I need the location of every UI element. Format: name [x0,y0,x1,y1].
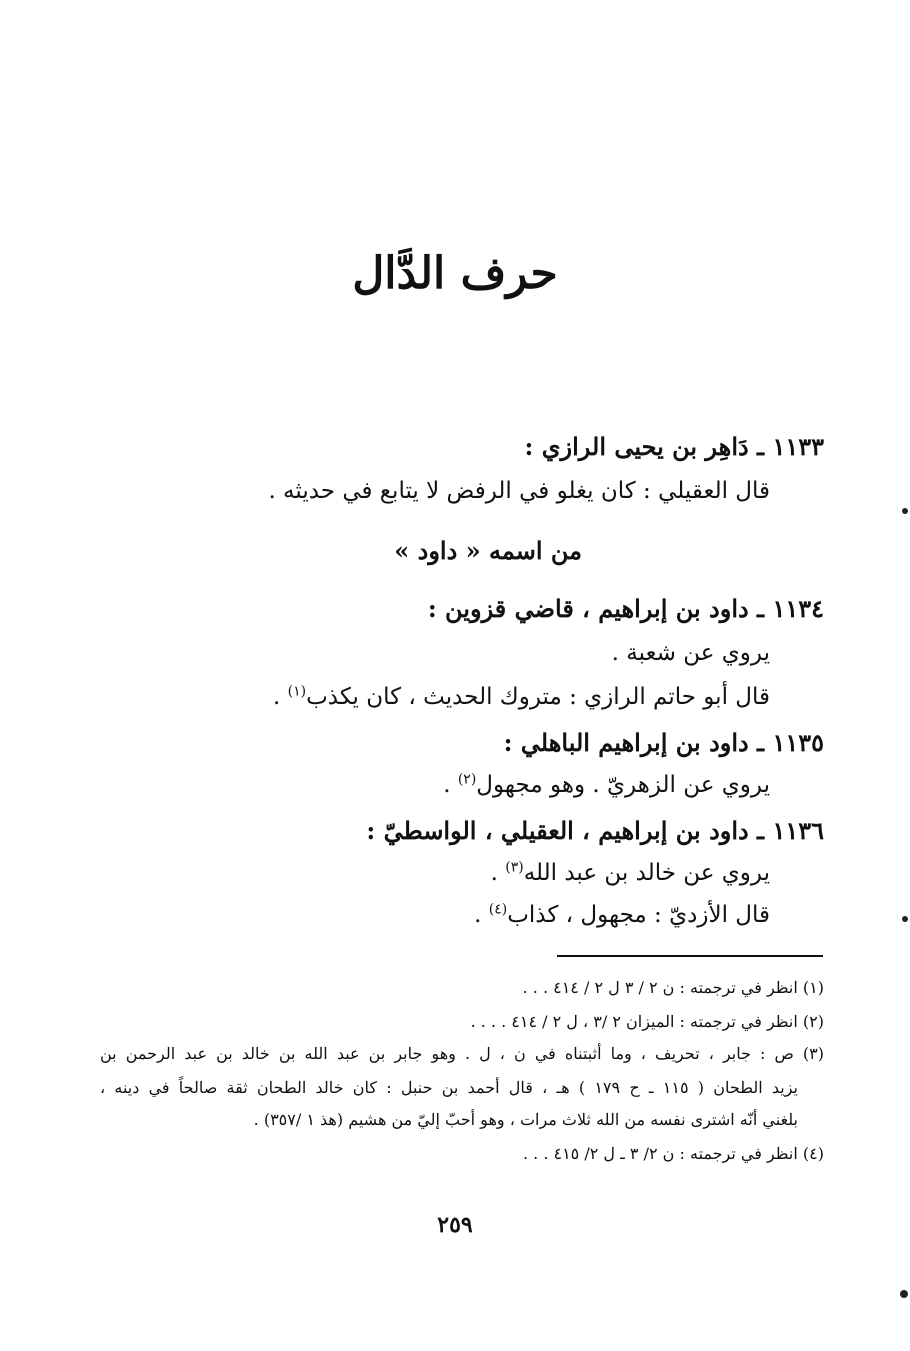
scan-speck [902,508,908,514]
entry-1136-line-2-text: قال الأزديّ : مجهول ، كذاب [507,902,770,928]
scan-speck [900,1290,908,1298]
entry-1135-line-1 [443,772,770,798]
entry-1135-heading: ١١٣٥ ـ داود بن إبراهيم الباهلي : [503,728,824,757]
entry-1136-line-1 [491,860,770,886]
entry-1136-line-2 [474,902,770,928]
entry-1134-heading: ١١٣٤ ـ داود بن إبراهيم ، قاضي قزوين : [427,594,824,623]
footnote-3-line-1: (٣) ص : جابر ، تحريف ، وما أثبتناه في ن ، ل . وهو جابر بن عبد الله بن خالد بن عبد الرحمن بن [100,1044,824,1063]
footnote-ref-2: (٢) [457,771,477,788]
entry-1136-line-1-text: يروي عن خالد بن عبد الله [523,860,770,886]
entry-1136-heading: ١١٣٦ ـ داود بن إبراهيم ، العقيلي ، الواسطيّ : [366,816,824,845]
entry-1134-line-2-text: قال أبو حاتم الرازي : متروك الحديث ، كان يكذب [306,684,770,710]
footnote-1: (١) انظر في ترجمته : ن ٢ / ٣ ل ٢ / ٤١٤ . . . [522,978,824,997]
entry-1134-line-1: يروي عن شعبة . [611,640,770,666]
scan-speck [902,916,908,922]
chapter-title: حرف الدَّال [352,248,558,299]
footnote-3-line-3: بلغني أنّه اشترى نفسه من الله ثلاث مرات ، وهو أحبّ إليّ من هشيم (هذ ١ /٣٥٧) . [253,1110,798,1129]
entry-1134-line-2-end: . [273,684,288,710]
footnote-2: (٢) انظر في ترجمته : الميزان ٢ /٣ ، ل ٢ / ٤١٤ . . . . [470,1012,824,1031]
footnote-4: (٤) انظر في ترجمته : ن ٢/ ٣ ـ ل ٢/ ٤١٥ . . . [522,1144,824,1163]
entry-1134-line-2 [273,684,770,710]
page-number: ٢٥٩ [437,1212,473,1238]
section-subheading: من اسمه « داود » [394,536,582,565]
entry-1133-line-1: قال العقيلي : كان يغلو في الرفض لا يتابع في حديثه . [268,478,770,504]
entry-1133-heading: ١١٣٣ ـ دَاهِر بن يحيى الرازي : [524,432,824,461]
footnote-3-line-2: يزيد الطحان ( ١١٥ ـ ح ١٧٩ ) هـ ، قال أحمد بن حنبل : كان خالد الطحان ثقة صالحاً في دينه ، [100,1078,798,1097]
entry-1136-line-1-end: . [490,860,506,886]
footnote-ref-3: (٣) [505,859,524,876]
entry-1135-line-1-end: . [443,772,458,798]
entry-1136-line-2-end: . [474,902,489,928]
footnote-ref-1: (١) [287,683,307,700]
footnote-ref-4: (٤) [488,901,508,918]
footnote-divider [557,955,823,957]
entry-1135-line-1-text: يروي عن الزهريّ . وهو مجهول [476,772,770,798]
